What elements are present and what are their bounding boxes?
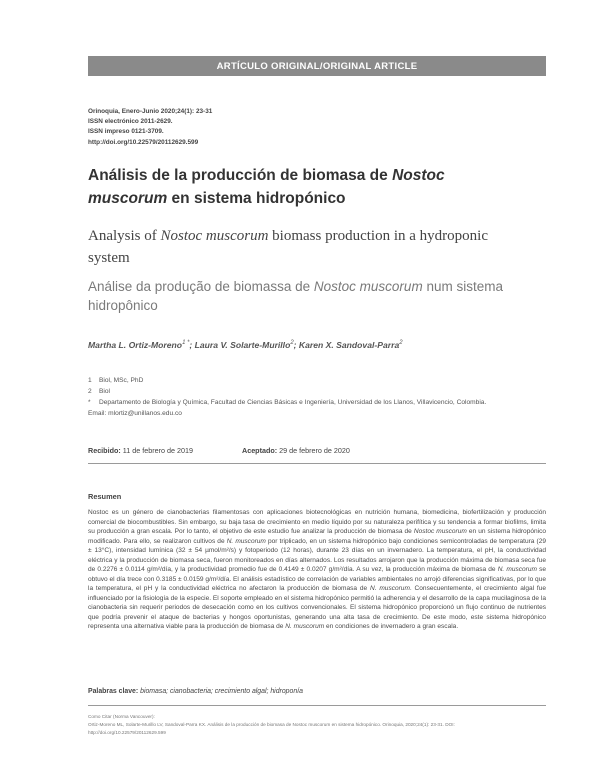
citation-text: Ortiz-Moreno ML, Solarte-Murillo LV, Sandoval-Parra KX. Análisis de la producción de biomasa de Nostoc muscorum en sistema hidropónico. Orinoquia, 2020;24(1): 23-31. DOI: <box>88 722 455 728</box>
abstract-text: por triplicado, en un sistema hidropónico bajo condiciones semicontroladas de temperatura (29 ± 13°C), intensidad lumínica (32 ± 54 µmol/m²/s) y fotoperiodo (12 horas), durante 23 días en un invernadero. La temperatura, el pH, la conductividad eléctrica y la producción de biomasa seca, fueron monitoreados en días alternados. Los resultados arrojaron que la producción máxima de biomasa seca fue de 0.2276 ± 0.0114 g/m²/día, y la productividad promedio fue de 0.4149 ± 0.0207 g/m²/día. A su vez, la producción máxima de biomasa de <box>88 537 546 573</box>
article-dates <box>88 446 546 455</box>
keywords <box>88 688 546 695</box>
abstract-heading: Resumen <box>88 492 122 501</box>
issn-electronic: ISSN electrónico 2011-2629. <box>88 118 173 126</box>
author-3: ; Karen X. Sandoval-Parra <box>293 340 400 350</box>
abstract-text: se obtuvo el día trece con 0.3185 ± 0.0159 g/m²/día. El análisis estadístico de correlación de variables ambientales no arrojó diferencias significativas, por lo que la temperatura, el pH y la conductividad eléctrica no afectaron la producción de biomasa de <box>88 566 546 592</box>
abstract-text: en condiciones de invernadero a gran escala. <box>324 623 459 630</box>
article-type-banner <box>88 56 546 76</box>
title-en-species: Nostoc muscorum <box>160 228 269 244</box>
title-pt-species: Nostoc muscorum <box>313 279 423 294</box>
doi-link[interactable]: http://doi.org/10.22579/20112629.599 <box>88 138 199 146</box>
author-1: Martha L. Ortiz-Moreno <box>88 340 183 350</box>
affiliation-3-mark: * <box>88 399 91 406</box>
keywords-label: Palabras clave: <box>88 688 139 695</box>
author-2-sup: 2 <box>290 340 294 347</box>
title-english <box>88 225 518 269</box>
affiliation-2 <box>88 386 548 397</box>
affiliation-1-mark: 1 <box>88 377 92 384</box>
affiliation-1 <box>88 375 548 386</box>
affiliation-3 <box>88 397 548 408</box>
received-label: Recibido: <box>88 446 121 455</box>
title-es-text-end: en sistema hidropónico <box>167 190 346 207</box>
citation-footer <box>88 713 546 738</box>
accepted-label: Aceptado: <box>242 446 278 455</box>
author-1-sup: 1 * <box>182 340 190 347</box>
received-date: 11 de febrero de 2019 <box>122 446 193 455</box>
abstract-species: N. muscorum <box>285 623 325 630</box>
affiliations <box>88 375 548 419</box>
divider-footer <box>88 705 546 706</box>
title-en-text-end: biomass production in a hydroponic system <box>88 228 488 266</box>
article-type-label: ARTÍCULO ORIGINAL/ORIGINAL ARTICLE <box>216 60 418 72</box>
abstract-text: Nostoc es un género de cianobacterias filamentosas con aplicaciones biotecnológicas en nutrición humana, biomedicina, biofertilización y producción comercial de biocombustibles. Sin embargo, su baja tasa de crecimiento en medio líquido por su naturaleza perifítica y su tendencia a formar biofilms, limita su producción a gran escala. Por lo tanto, el objetivo de este estudio fue analizar la producción de biomasa de <box>88 509 546 535</box>
abstract-body <box>88 508 546 632</box>
affiliation-1-text: Biol, MSc, PhD <box>99 377 144 384</box>
accepted-date: 29 de febrero de 2020 <box>279 446 350 455</box>
affiliation-3-text: Departamento de Biología y Química, Facultad de Ciencias Básicas e Ingeniería, Universidad de los Llanos, Villavicencio, Colombia. <box>99 399 487 406</box>
title-spanish <box>88 164 518 210</box>
abstract-text: . Consecuentemente, el crecimiento algal fue influenciado por la fisiología de la especie. El soporte empleado en el sistema hidropónico permitió la adherencia y el desarrollo de la capa mucilaginosa de la cianobacteria sin requerir periodos de desecación como en los cultivos convencionales. El sistema hidropónico proporcionó un flujo continuo de nutrientes que podría prevenir el ataque de bacterias y hongos oportunistas, generando una alta tasa de crecimiento. De este modo, este sistema hidropónico representa una alternativa viable para la producción de biomasa de <box>88 585 546 630</box>
keywords-list: biomasa; cianobacteria; crecimiento algal; hidroponía <box>140 688 303 695</box>
citation-heading: Como Citar (Norma Vancouver): <box>88 714 155 719</box>
author-list <box>88 340 548 350</box>
title-es-species: Nostoc muscorum <box>88 167 445 207</box>
divider-top <box>88 463 546 464</box>
abstract-species: N. muscorum <box>226 537 266 545</box>
title-pt-text: Análise da produção de biomassa de <box>88 279 314 294</box>
journal-citation: Orinoquia, Enero-Junio 2020;24(1): 23-31 <box>88 108 213 115</box>
journal-info <box>88 107 212 148</box>
abstract-species: N. muscorum <box>369 585 410 592</box>
title-pt-text-end: num sistema hidropônico <box>88 279 503 313</box>
accepted-block <box>242 446 350 455</box>
abstract-text: en un sistema hidropónico modificado. Para ello, se realizaron cultivos de <box>88 528 546 545</box>
title-es-text: Análisis de la producción de biomasa de <box>88 167 393 184</box>
abstract-species: Nostoc muscorum <box>413 528 467 535</box>
issn-print: ISSN impreso 0121-3709. <box>88 128 164 136</box>
title-en-text: Analysis of <box>88 228 161 244</box>
correspondence-email[interactable]: Email: mlortiz@unillanos.edu.co <box>88 410 182 417</box>
citation-doi[interactable]: http://doi.org/10.22579/20112629.599 <box>88 730 166 736</box>
affiliation-2-text: Biol <box>99 388 110 395</box>
title-portuguese <box>88 277 518 315</box>
abstract-species: N. muscorum <box>497 566 537 573</box>
author-2: ; Laura V. Solarte-Murillo <box>189 340 291 350</box>
author-3-sup: 2 <box>399 340 403 347</box>
affiliation-2-mark: 2 <box>88 388 92 395</box>
